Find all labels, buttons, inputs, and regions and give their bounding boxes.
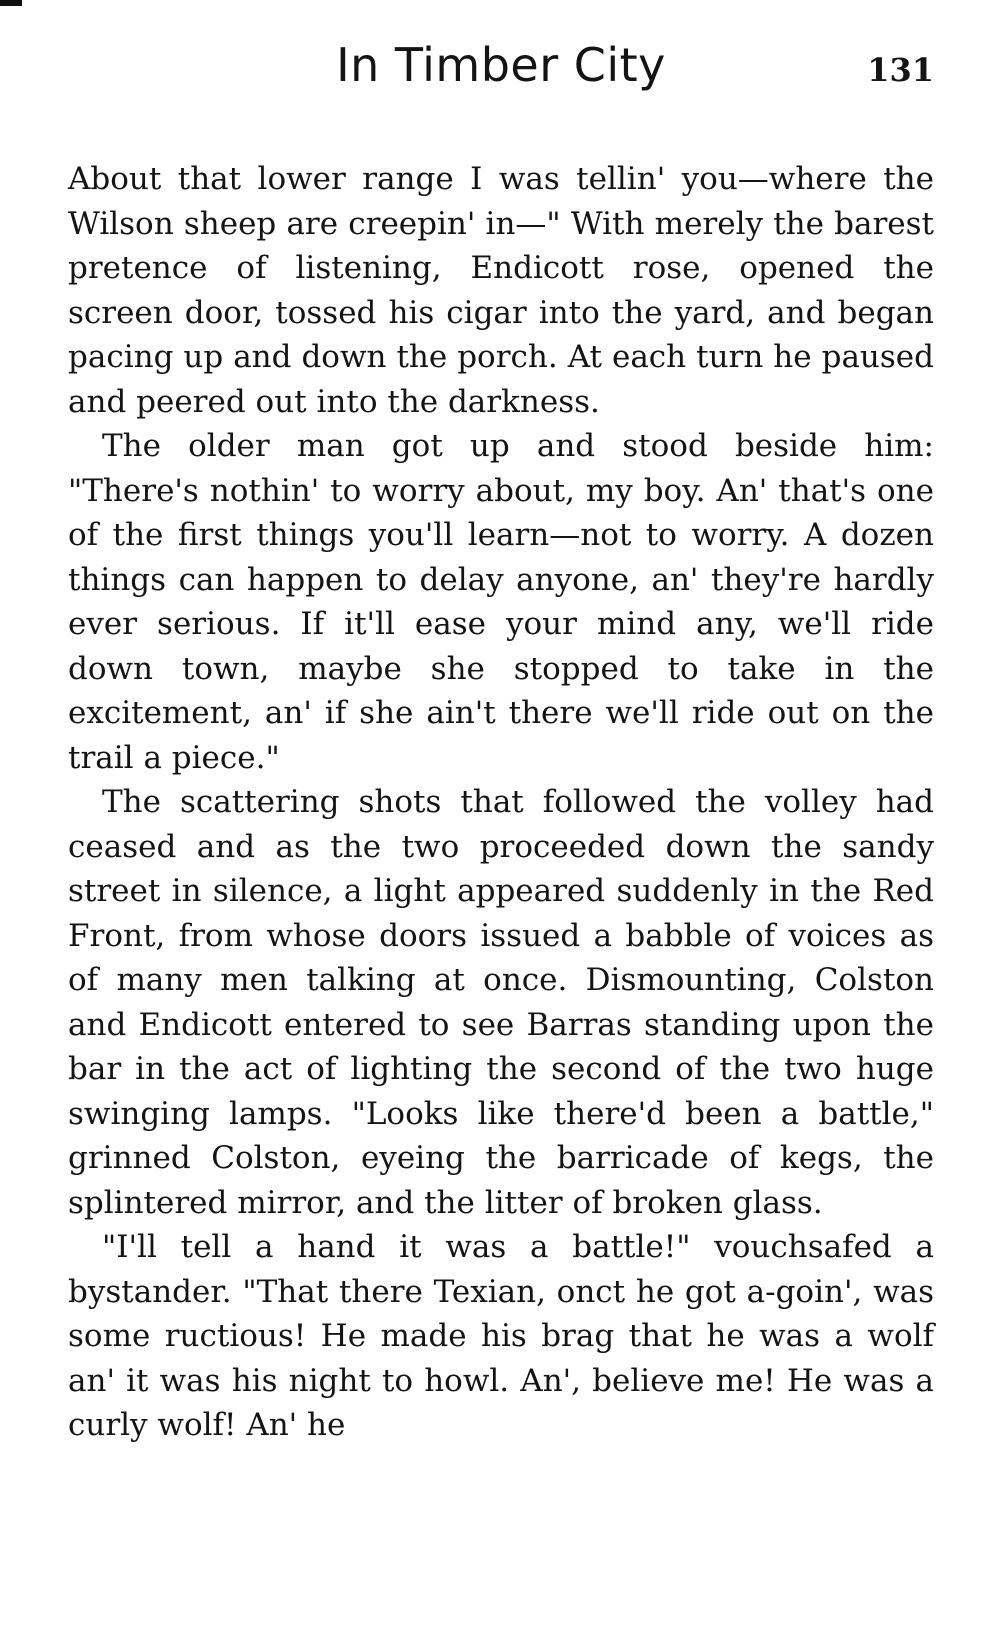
page-title: In Timber City (336, 38, 666, 92)
paragraph-2: The older man got up and stood beside him: "There's nothin' to worry about, my boy. An' that's one of the first things you'll learn—not to worry. A dozen things can happen to delay anyone, an' they're hardly ever serious. If it'll ease your mind any, we'll ride down town, maybe she stopped to take in the excitement, an' if she ain't there we'll ride out on the trail a piece." (68, 428, 934, 776)
paragraph-4: "I'll tell a hand it was a battle!" vouchsafed a bystander. "That there Texian, onct he got a-goin', was some ructious! He made his brag that he was a wolf an' it was his night to howl. An', believe me! He was a curly wolf! An' he (68, 1229, 934, 1443)
corner-scan-mark (0, 0, 22, 6)
body-text (68, 157, 934, 1448)
running-head (68, 38, 934, 112)
paragraph-3: The scattering shots that followed the volley had ceased and as the two proceeded down the sandy street in silence, a light appeared suddenly in the Red Front, from whose doors issued a babble of voices as of many men talking at once. Dismounting, Colston and Endicott entered to see Barras standing upon the bar in the act of lighting the second of the two huge swinging lamps. "Looks like there'd been a battle," grinned Colston, eyeing the barricade of kegs, the splintered mirror, and the litter of broken glass. (68, 784, 934, 1221)
paragraph-1: About that lower range I was tellin' you—where the Wilson sheep are creepin' in—" With merely the barest pretence of listening, Endicott rose, opened the screen door, tossed his cigar into the yard, and began pacing up and down the porch. At each turn he paused and peered out into the darkness. (68, 161, 934, 420)
page-number: 131 (867, 51, 934, 89)
